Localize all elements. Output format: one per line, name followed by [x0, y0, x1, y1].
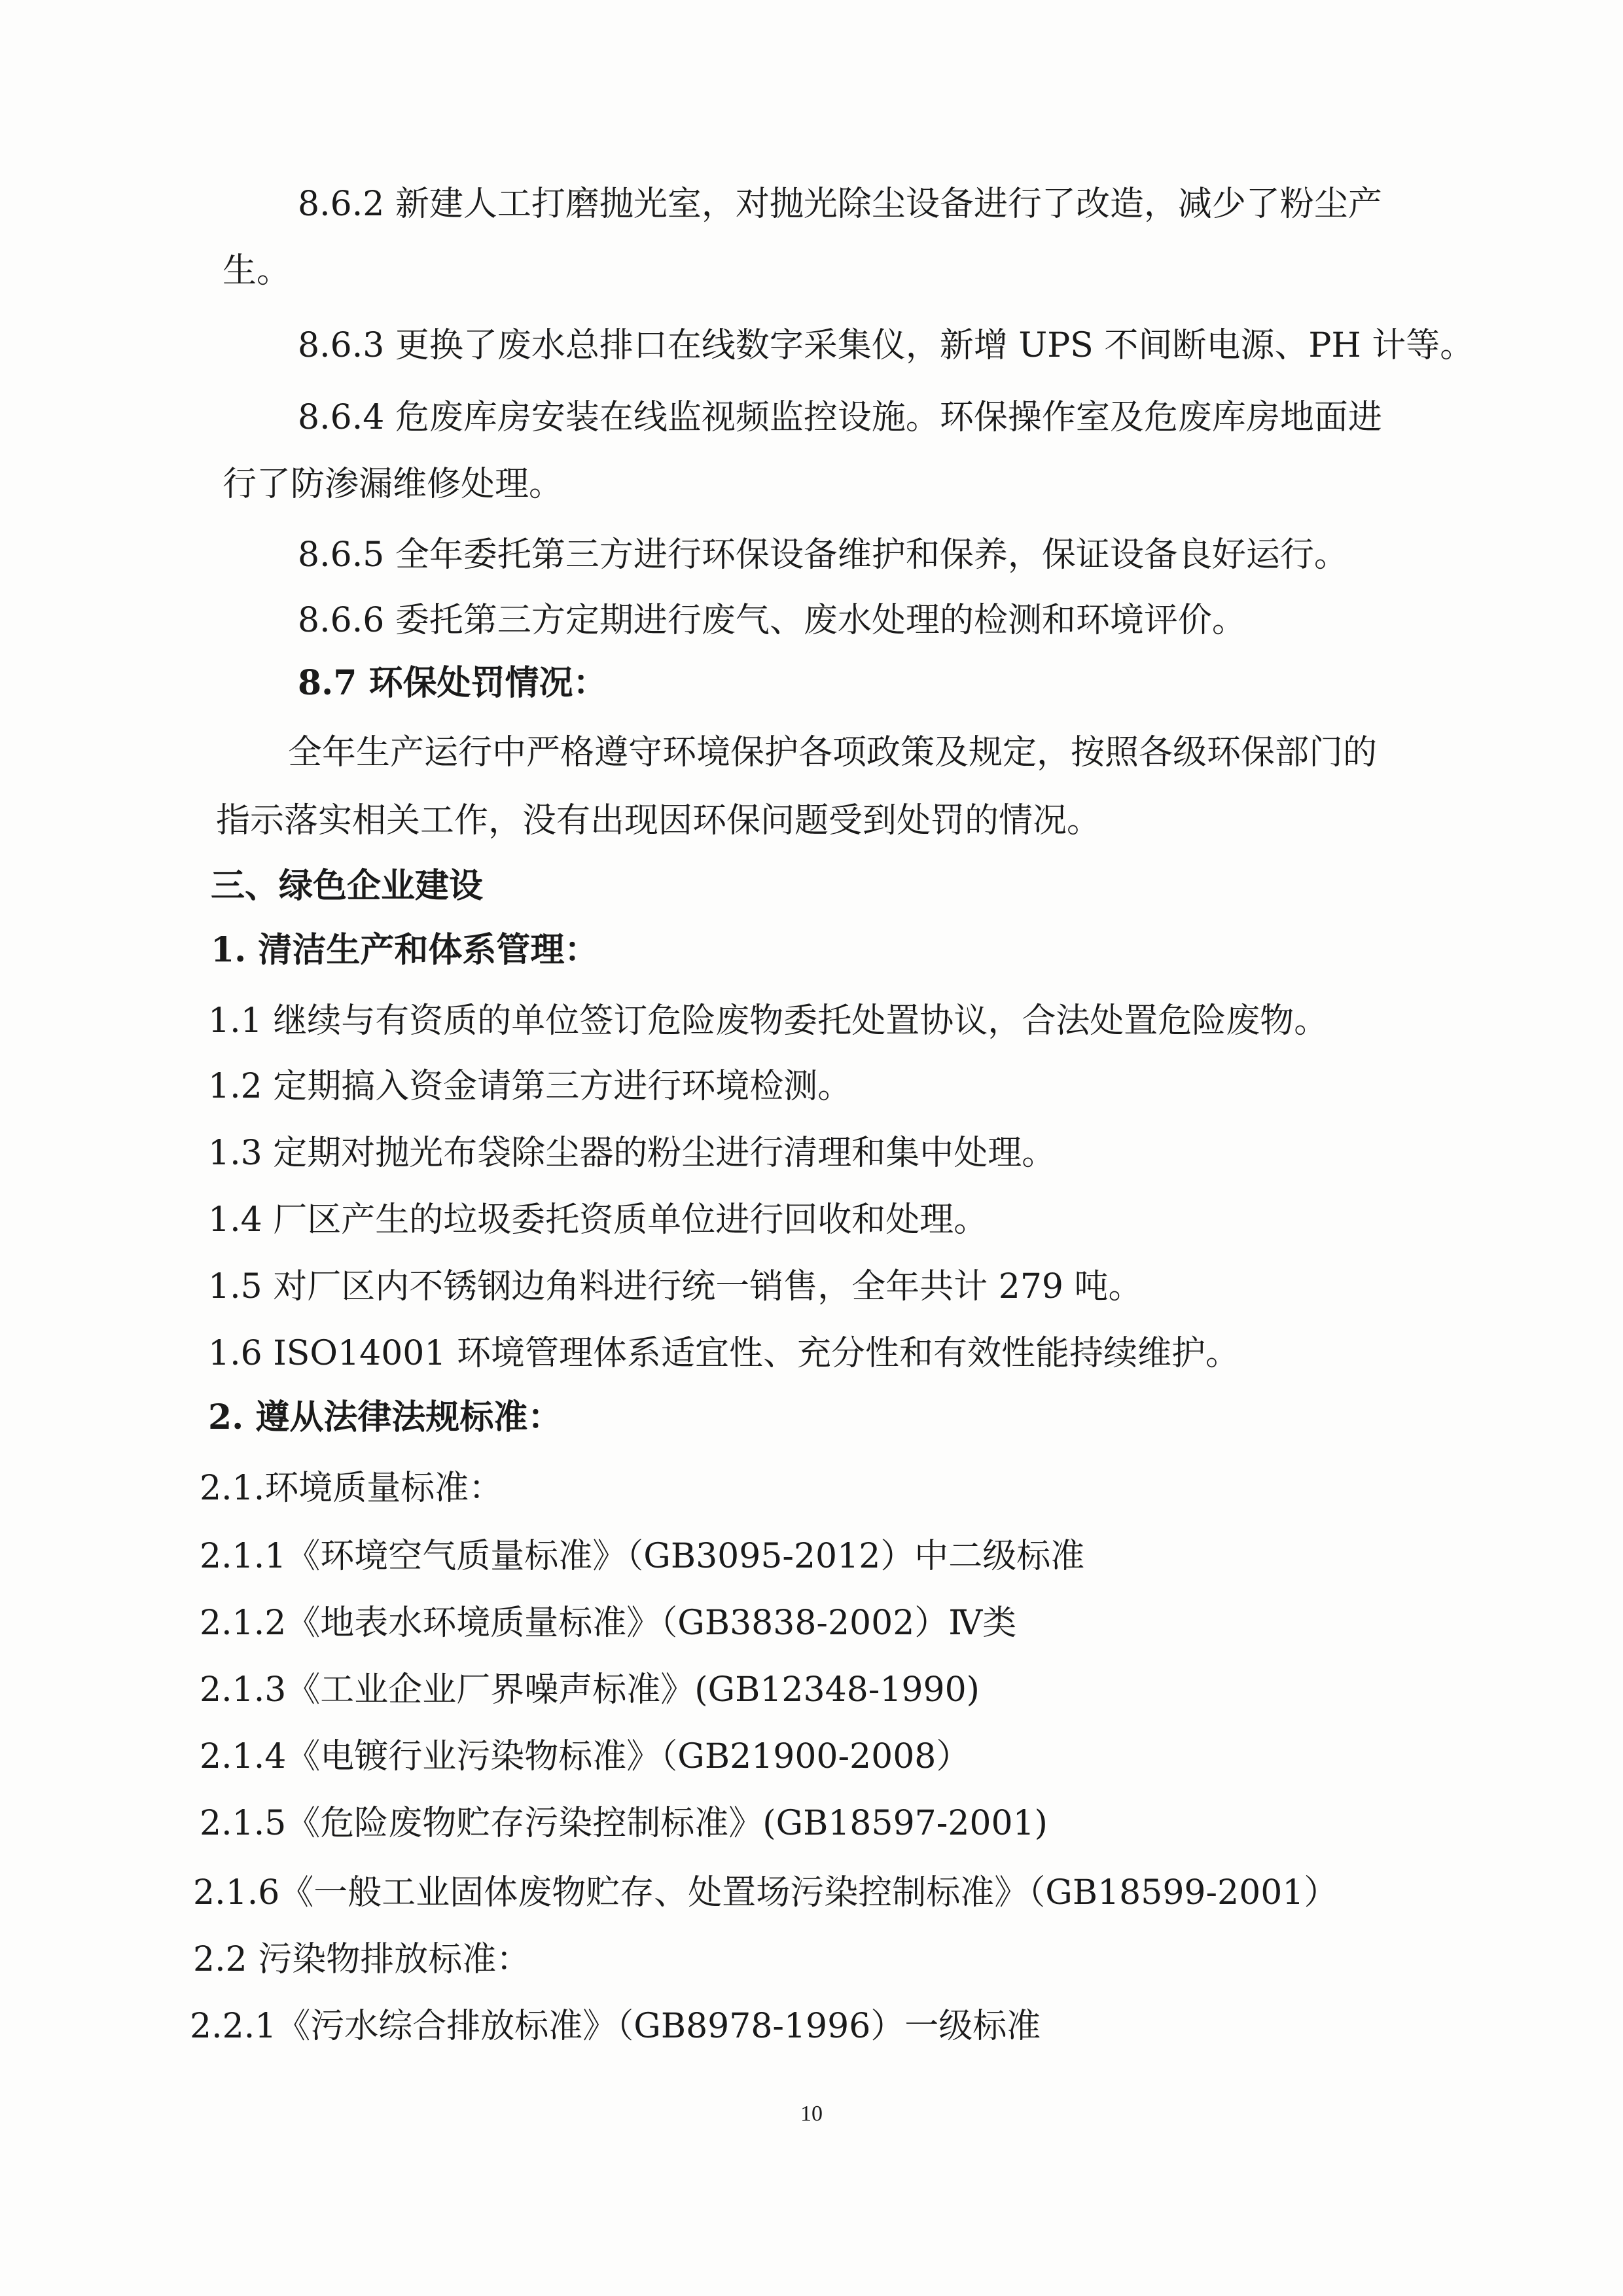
paragraph-8-7-cont: 指示落实相关工作，没有出现因环保问题受到处罚的情况。: [216, 801, 1101, 840]
item-1-4: 1.4 厂区产生的垃圾委托资质单位进行回收和处理。: [208, 1200, 988, 1240]
item-2-1-1: 2.1.1《环境空气质量标准》（GB3095-2012）中二级标准: [200, 1537, 1085, 1576]
item-2-2: 2.2 污染物排放标准：: [193, 1940, 531, 1979]
heading-1: 1. 清洁生产和体系管理：: [211, 930, 599, 970]
item-1-6: 1.6 ISO14001 环境管理体系适宜性、充分性和有效性能持续维护。: [208, 1334, 1240, 1373]
page-number: 10: [800, 2102, 823, 2126]
item-2-1-3: 2.1.3《工业企业厂界噪声标准》(GB12348-1990): [200, 1670, 980, 1710]
heading-section-3: 三、绿色企业建设: [211, 866, 484, 906]
paragraph-8-6-4-cont: 行了防渗漏维修处理。: [223, 465, 563, 504]
item-2-2-1: 2.2.1《污水综合排放标准》（GB8978-1996）一级标准: [190, 2007, 1041, 2046]
paragraph-8-6-6: 8.6.6 委托第三方定期进行废气、废水处理的检测和环境评价。: [298, 601, 1246, 640]
item-1-3: 1.3 定期对抛光布袋除尘器的粉尘进行清理和集中处理。: [208, 1134, 1056, 1173]
item-2-1-5: 2.1.5《危险废物贮存污染控制标准》(GB18597-2001): [200, 1804, 1048, 1843]
heading-8-7: 8.7 环保处罚情况：: [298, 663, 607, 703]
item-1-5: 1.5 对厂区内不锈钢边角料进行统一销售，全年共计 279 吨。: [208, 1267, 1143, 1306]
item-2-1: 2.1.环境质量标准：: [200, 1469, 503, 1508]
item-2-1-6: 2.1.6《一般工业固体废物贮存、处置场污染控制标准》（GB18599-2001）: [193, 1873, 1338, 1912]
paragraph-8-6-2: 8.6.2 新建人工打磨抛光室，对抛光除尘设备进行了改造，减少了粉尘产: [298, 185, 1382, 224]
paragraph-8-7: 全年生产运行中严格遵守环境保护各项政策及规定，按照各级环保部门的: [288, 733, 1378, 772]
paragraph-8-6-2-cont: 生。: [223, 251, 291, 291]
paragraph-8-6-4: 8.6.4 危废库房安装在线监视频监控设施。环保操作室及危废库房地面进: [298, 398, 1382, 437]
item-2-1-2: 2.1.2《地表水环境质量标准》（GB3838-2002）Ⅳ类: [200, 1604, 1017, 1643]
item-1-1: 1.1 继续与有资质的单位签订危险废物委托处置协议，合法处置危险废物。: [208, 1001, 1329, 1041]
item-2-1-4: 2.1.4《电镀行业污染物标准》（GB21900-2008）: [200, 1737, 971, 1776]
heading-2: 2. 遵从法律法规标准：: [208, 1397, 562, 1437]
item-1-2: 1.2 定期搞入资金请第三方进行环境检测。: [208, 1067, 852, 1106]
paragraph-8-6-5: 8.6.5 全年委托第三方进行环保设备维护和保养，保证设备良好运行。: [298, 535, 1348, 575]
paragraph-8-6-3: 8.6.3 更换了废水总排口在线数字采集仪，新增 UPS 不间断电源、PH 计等。: [298, 326, 1474, 365]
